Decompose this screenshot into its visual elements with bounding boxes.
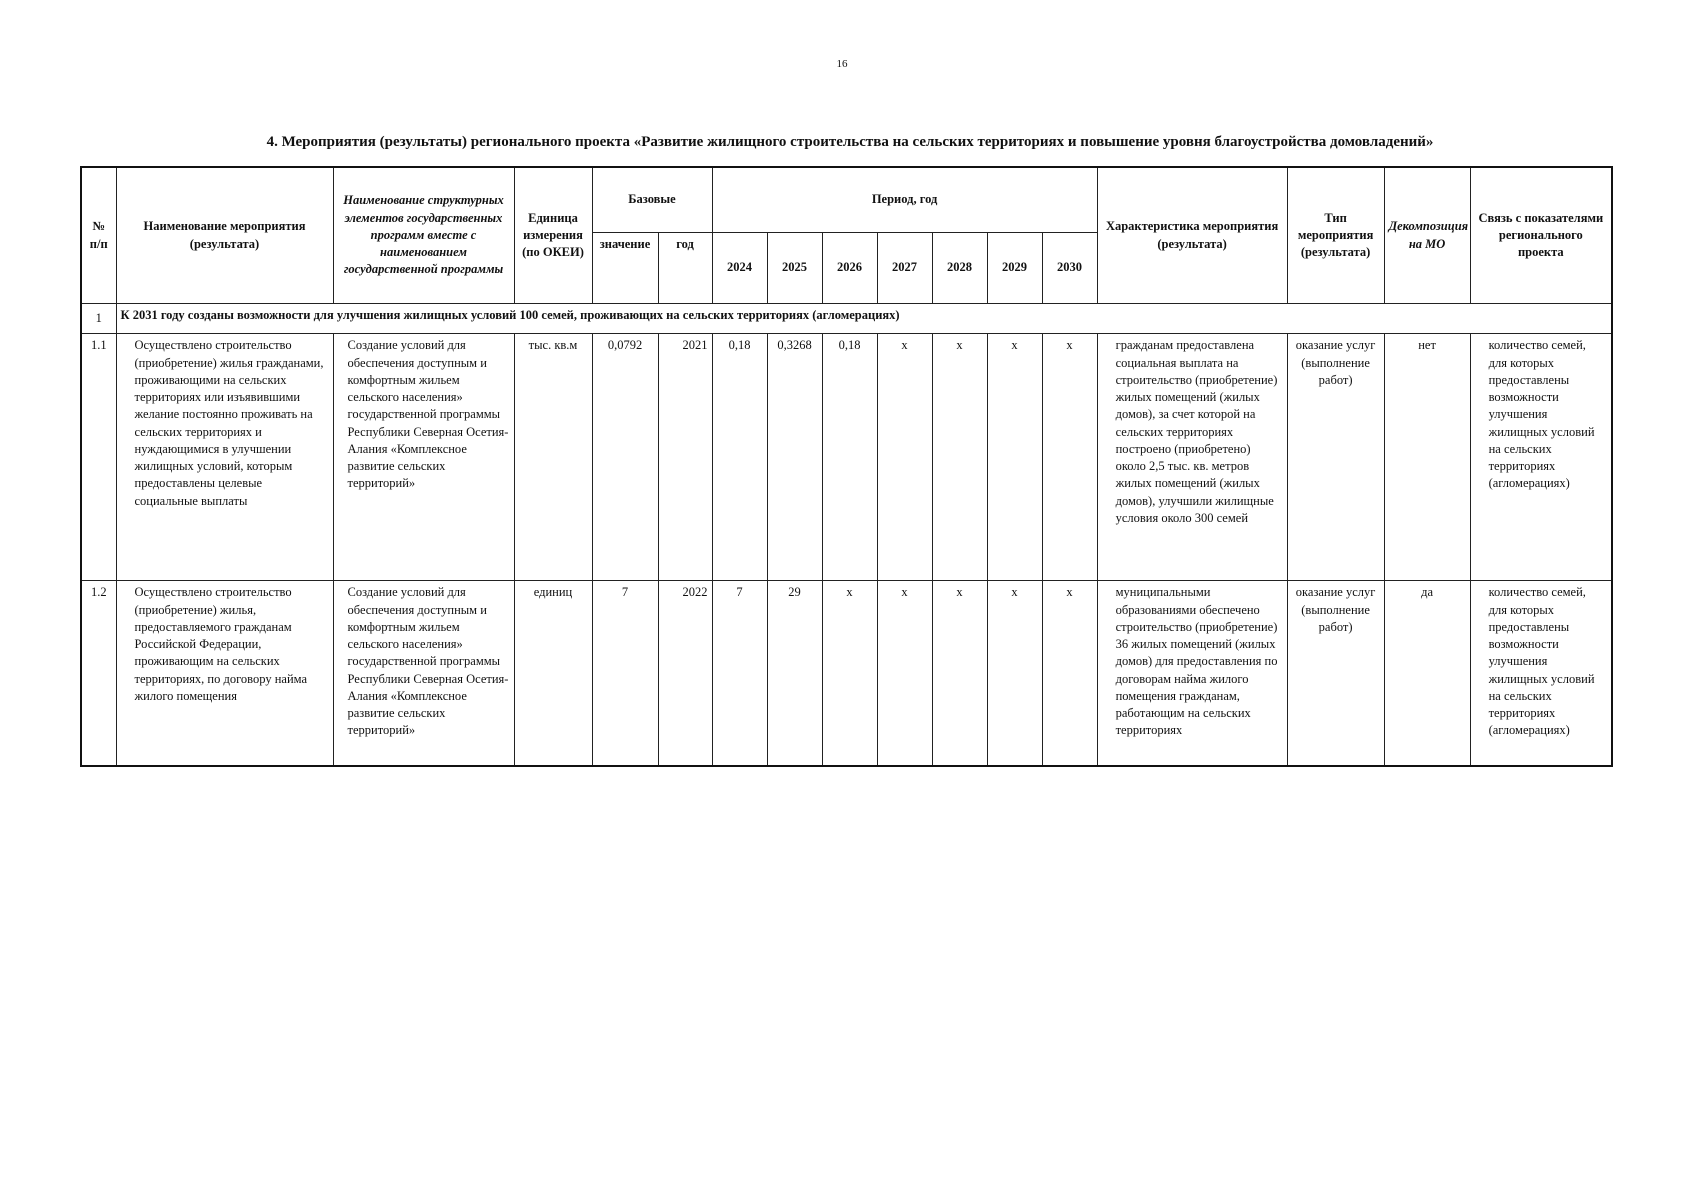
row-year-2028: x [932, 334, 987, 581]
row-type: оказание услуг (выполнение работ) [1287, 581, 1384, 767]
row-year-2030: x [1042, 581, 1097, 767]
row-year-2029: x [987, 334, 1042, 581]
header-decomposition: Декомпозиция на МО [1384, 167, 1470, 304]
header-unit: Единица измерения (по ОКЕИ) [514, 167, 592, 304]
header-year-2024: 2024 [712, 233, 767, 304]
row-decomposition: нет [1384, 334, 1470, 581]
row-year-2025: 0,3268 [767, 334, 822, 581]
header-year-2026: 2026 [822, 233, 877, 304]
row-base-value: 0,0792 [592, 334, 658, 581]
header-base-year: год [658, 233, 712, 304]
header-year-2028: 2028 [932, 233, 987, 304]
header-period-group: Период, год [712, 167, 1097, 233]
row-type: оказание услуг (выполнение работ) [1287, 334, 1384, 581]
row-name: Осуществлено строительство (приобретение) жилья гражданами, проживающими на сельских территориях или изъявившими желание постоянно проживать на сельских территориях и нуждающимися в улучшении жилищных условий, которым предоставлены целевые социальные выплаты [116, 334, 333, 581]
row-decomposition: да [1384, 581, 1470, 767]
header-structural: Наименование структурных элементов государственных программ вместе с наименованием государственной программы [333, 167, 514, 304]
header-year-2029: 2029 [987, 233, 1042, 304]
header-base-group: Базовые [592, 167, 712, 233]
header-link: Связь с показателями регионального проекта [1470, 167, 1612, 304]
section-text: К 2031 году созданы возможности для улучшения жилищных условий 100 семей, проживающих на сельских территориях (агломерациях) [116, 304, 1612, 334]
row-structural: Создание условий для обеспечения доступным и комфортным жильем сельского населения» государственной программы Республики Северная Осетия-Алания «Комплексное развитие сельских территорий» [333, 581, 514, 767]
row-unit: тыс. кв.м [514, 334, 592, 581]
header-year-2025: 2025 [767, 233, 822, 304]
section-row [81, 304, 1612, 334]
section-num: 1 [81, 304, 116, 334]
row-base-year: 2021 [658, 334, 712, 581]
row-unit: единиц [514, 581, 592, 767]
row-year-2027: x [877, 581, 932, 767]
header-base-value: значение [592, 233, 658, 304]
row-link: количество семей, для которых предоставлены возможности улучшения жилищных условий на сельских территориях (агломерациях) [1470, 334, 1612, 581]
page-number: 16 [836, 58, 848, 70]
row-year-2027: x [877, 334, 932, 581]
row-structural: Создание условий для обеспечения доступным и комфортным жильем сельского населения» государственной программы Республики Северная Осетия-Алания «Комплексное развитие сельских территорий» [333, 334, 514, 581]
header-row-1 [81, 167, 1612, 233]
measures-table [80, 166, 1613, 767]
row-characteristic: гражданам предоставлена социальная выплата на строительство (приобретение) жилых помещений (жилых домов), за счет которой на сельских территориях построено (приобретено) около 2,5 тыс. кв. метров жилых помещений (жилых домов), улучшили жилищные условия около 300 семей [1097, 334, 1287, 581]
table-row [81, 334, 1612, 581]
row-name: Осуществлено строительство (приобретение) жилья, предоставляемого гражданам Российской Федерации, проживающим на сельских территориях, по договору найма жилого помещения [116, 581, 333, 767]
row-num: 1.1 [81, 334, 116, 581]
row-characteristic: муниципальными образованиями обеспечено строительство (приобретение) 36 жилых помещений (жилых домов) для предоставления по договорам найма жилого помещения гражданам, работающим на сельских территориях [1097, 581, 1287, 767]
header-name: Наименование мероприятия (результата) [116, 167, 333, 304]
row-num: 1.2 [81, 581, 116, 767]
row-year-2024: 0,18 [712, 334, 767, 581]
header-characteristic: Характеристика мероприятия (результата) [1097, 167, 1287, 304]
row-base-year: 2022 [658, 581, 712, 767]
row-year-2026: 0,18 [822, 334, 877, 581]
header-year-2027: 2027 [877, 233, 932, 304]
header-num: № п/п [81, 167, 116, 304]
row-year-2029: x [987, 581, 1042, 767]
row-year-2024: 7 [712, 581, 767, 767]
row-year-2026: x [822, 581, 877, 767]
row-year-2025: 29 [767, 581, 822, 767]
table-row [81, 581, 1612, 767]
row-year-2028: x [932, 581, 987, 767]
row-link: количество семей, для которых предоставлены возможности улучшения жилищных условий на сельских территориях (агломерациях) [1470, 581, 1612, 767]
document-title: 4. Мероприятия (результаты) регионального проекта «Развитие жилищного строительства на сельских территориях и повышение уровня благоустройства домовладений» [266, 134, 1434, 150]
header-type: Тип мероприятия (результата) [1287, 167, 1384, 304]
header-year-2030: 2030 [1042, 233, 1097, 304]
row-base-value: 7 [592, 581, 658, 767]
row-year-2030: x [1042, 334, 1097, 581]
